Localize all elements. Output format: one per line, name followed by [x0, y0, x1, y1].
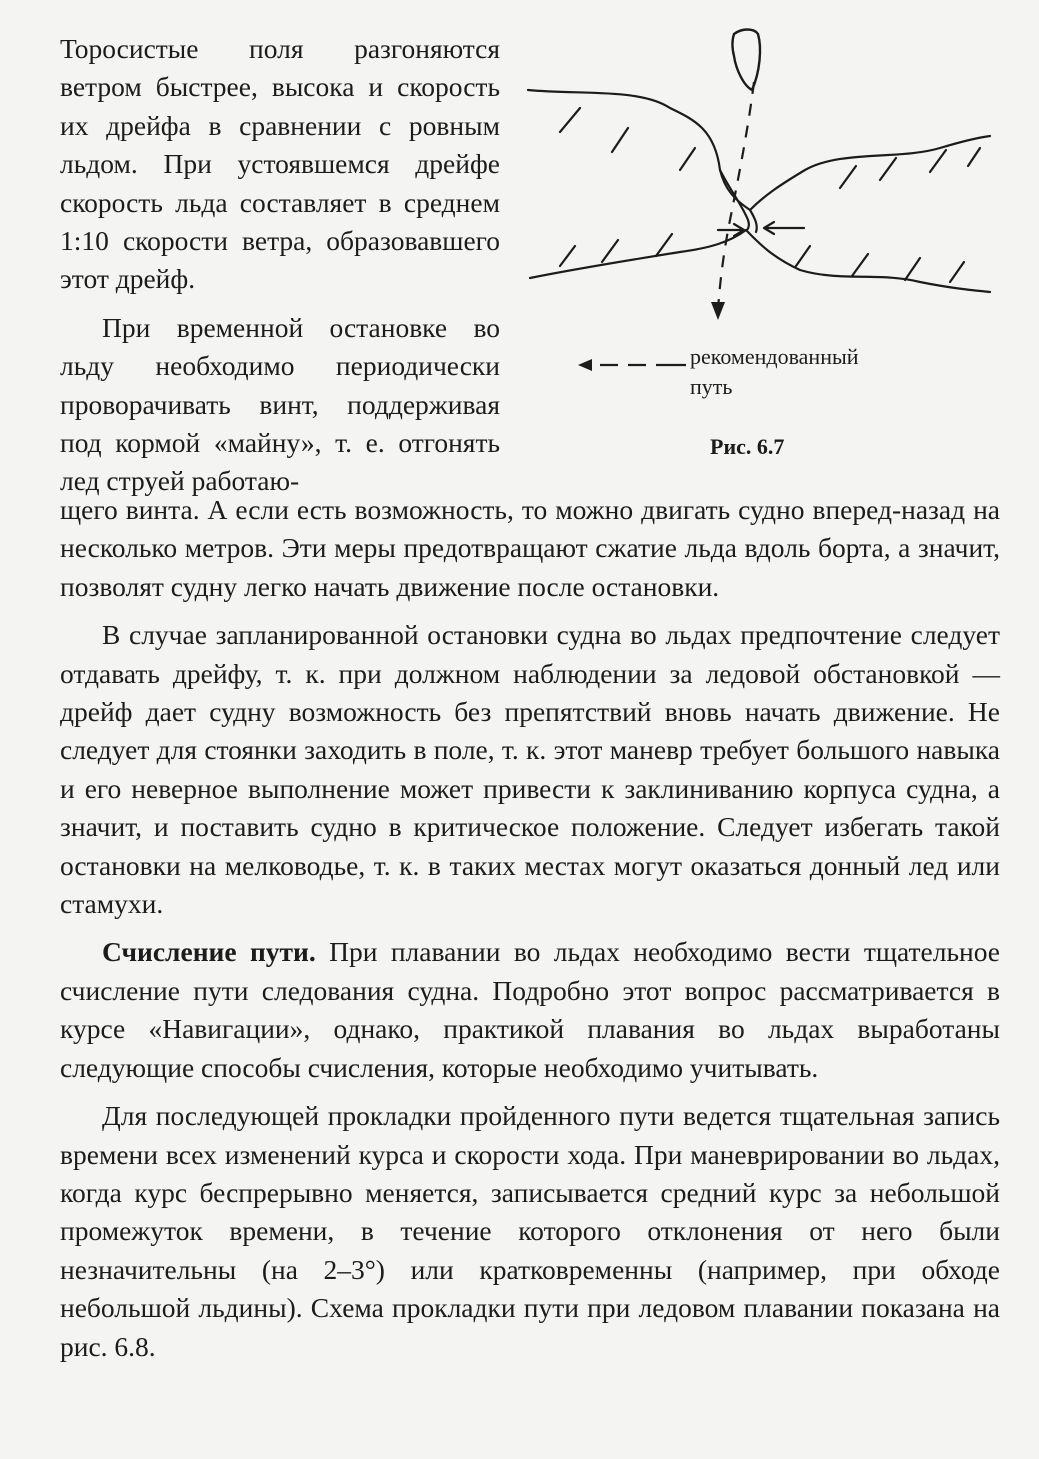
path-arrowhead [711, 302, 725, 320]
legend-line-1: рекомендованный [690, 344, 859, 369]
paragraph-planned-stop: В случае запланированной остановки судна во льдах предпочтение следует отдавать дрейфу, т. к. при должном наблюдении за ледовой обстановкой — дрейф дает судну возможность без препятствий вновь начать движение. Не следует для стоянки заходить в поле, т. к. этот маневр требует большого навыка и его неверное выполнение может привести к заклиниванию корпуса судна, а значит, и поставить судно в критическое положение. Следует избегать такой остановки на мелководье, т. к. в таких местах могут оказаться донный лед или стамухи. [60, 619, 1000, 920]
section-heading-dead-reckoning: Счисление пути. [102, 936, 316, 968]
paragraph-continuation: щего винта. А если есть возможность, то можно двигать судно вперед-назад на несколько метров. Эти меры предотвращают сжатие льда вдоль борта, а значит, позволят судну легко начать движение после остановки. [60, 494, 1000, 602]
ship-hull [733, 30, 761, 91]
legend-arrowhead [578, 359, 592, 371]
left-column-text [60, 30, 500, 501]
upper-ice-edge [528, 90, 990, 210]
dead-reckoning-body: При плавании во льдах необходимо вести тщательное счисление пути следования судна. Подробно этот вопрос рассматривается в курсе «Навигации», однако, практикой плавания во льдах выработаны следующие способы счисления, которые необходимо учитывать. [60, 936, 1000, 1083]
ice-pinch-right [750, 210, 757, 232]
figure-6-7 [520, 20, 1020, 480]
legend-label [690, 342, 950, 402]
paragraph-dead-reckoning [60, 933, 1000, 1087]
full-width-text [60, 491, 1000, 1366]
lower-ice-edge [530, 230, 990, 292]
paragraph-temporary-stop: При временной остановке во льду необходимо периодически проворачивать винт, поддерживая под кормой «майну», т. е. отгонять лед струей работаю- [60, 311, 500, 497]
legend-line-2: путь [690, 374, 733, 399]
paragraph-course-recording: Для последующей прокладки пройденного пути ведется тщательная запись времени всех изменений курса и скорости хода. При маневрировании во льдах, когда курс беспрерывно меняется, записывается средний курс за небольшой промежуток времени, в течение которого отклонения от него были незначительны (на 2–3°) или кратковременны (например, при обходе небольшой льдины). Схема прокладки пути при ледовом плавании показана на рис. 6.8. [60, 1100, 1000, 1362]
ice-channel-diagram [520, 20, 1020, 480]
paragraph-hummocky-fields: Торосистые поля разгоняются ветром быстрее, высока и скорость их дрейфа в сравнении с ровным льдом. При устоявшемся дрейфе скорость льда составляет в среднем 1:10 скорости ветра, образовавшего этот дрейф. [60, 33, 500, 295]
figure-caption: Рис. 6.7 [710, 434, 785, 459]
